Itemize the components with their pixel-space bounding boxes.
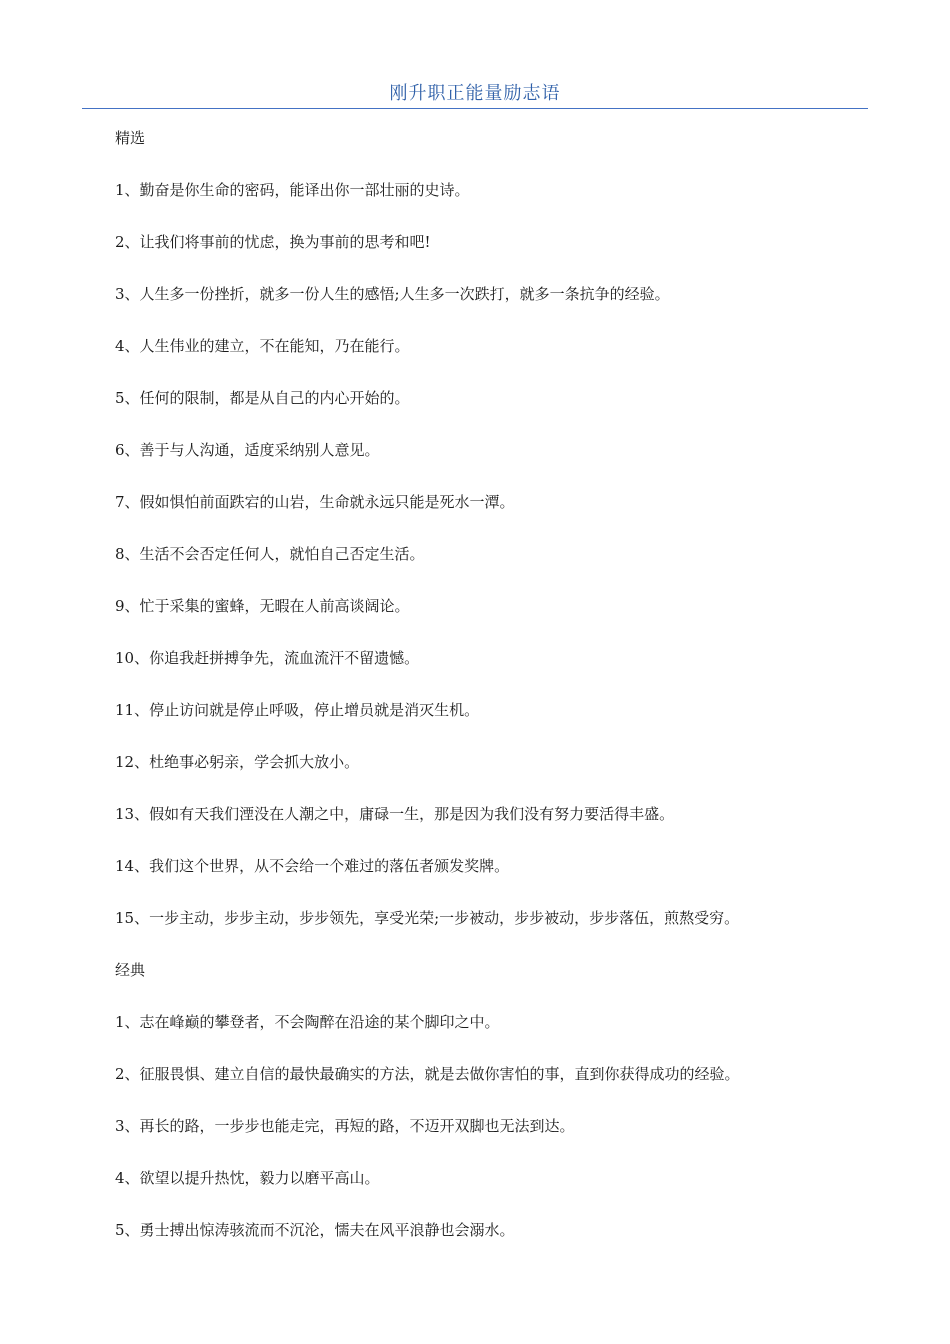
- quote-line: 1、勤奋是你生命的密码，能译出你一部壮丽的史诗。: [115, 181, 470, 199]
- quote-line: 3、再长的路，一步步也能走完，再短的路，不迈开双脚也无法到达。: [115, 1117, 575, 1135]
- section-heading-classic: 经典: [115, 961, 146, 979]
- quote-line: 13、假如有天我们湮没在人潮之中，庸碌一生，那是因为我们没有努力要活得丰盛。: [115, 805, 675, 823]
- quote-line: 5、勇士搏出惊涛骇流而不沉沦，懦夫在风平浪静也会溺水。: [115, 1221, 515, 1239]
- quote-line: 15、一步主动，步步主动，步步领先，享受光荣;一步被动，步步被动，步步落伍，煎熬受穷。: [115, 909, 740, 927]
- title-underline: [82, 108, 868, 109]
- quote-line: 8、生活不会否定任何人，就怕自己否定生活。: [115, 545, 425, 563]
- quote-line: 1、志在峰巅的攀登者，不会陶醉在沿途的某个脚印之中。: [115, 1013, 500, 1031]
- document-title: 刚升职正能量励志语: [389, 83, 561, 104]
- quote-line: 12、杜绝事必躬亲，学会抓大放小。: [115, 753, 360, 771]
- quote-line: 9、忙于采集的蜜蜂，无暇在人前高谈阔论。: [115, 597, 410, 615]
- quote-line: 3、人生多一份挫折，就多一份人生的感悟;人生多一次跌打，就多一条抗争的经验。: [115, 285, 670, 303]
- quote-line: 6、善于与人沟通，适度采纳别人意见。: [115, 441, 380, 459]
- quote-line: 10、你追我赶拼搏争先，流血流汗不留遗憾。: [115, 649, 420, 667]
- section-heading-featured: 精选: [115, 129, 146, 147]
- quote-line: 14、我们这个世界，从不会给一个难过的落伍者颁发奖牌。: [115, 857, 510, 875]
- quote-line: 4、人生伟业的建立，不在能知，乃在能行。: [115, 337, 410, 355]
- document-body: [115, 128, 875, 1272]
- quote-line: 2、征服畏惧、建立自信的最快最确实的方法，就是去做你害怕的事，直到你获得成功的经验。: [115, 1065, 740, 1083]
- quote-line: 2、让我们将事前的忧虑，换为事前的思考和吧!: [115, 233, 431, 251]
- quote-line: 5、任何的限制，都是从自己的内心开始的。: [115, 389, 410, 407]
- quote-line: 4、欲望以提升热忱，毅力以磨平高山。: [115, 1169, 380, 1187]
- quote-line: 7、假如惧怕前面跌宕的山岩，生命就永远只能是死水一潭。: [115, 493, 515, 511]
- quote-line: 11、停止访问就是停止呼吸，停止增员就是消灭生机。: [115, 701, 480, 719]
